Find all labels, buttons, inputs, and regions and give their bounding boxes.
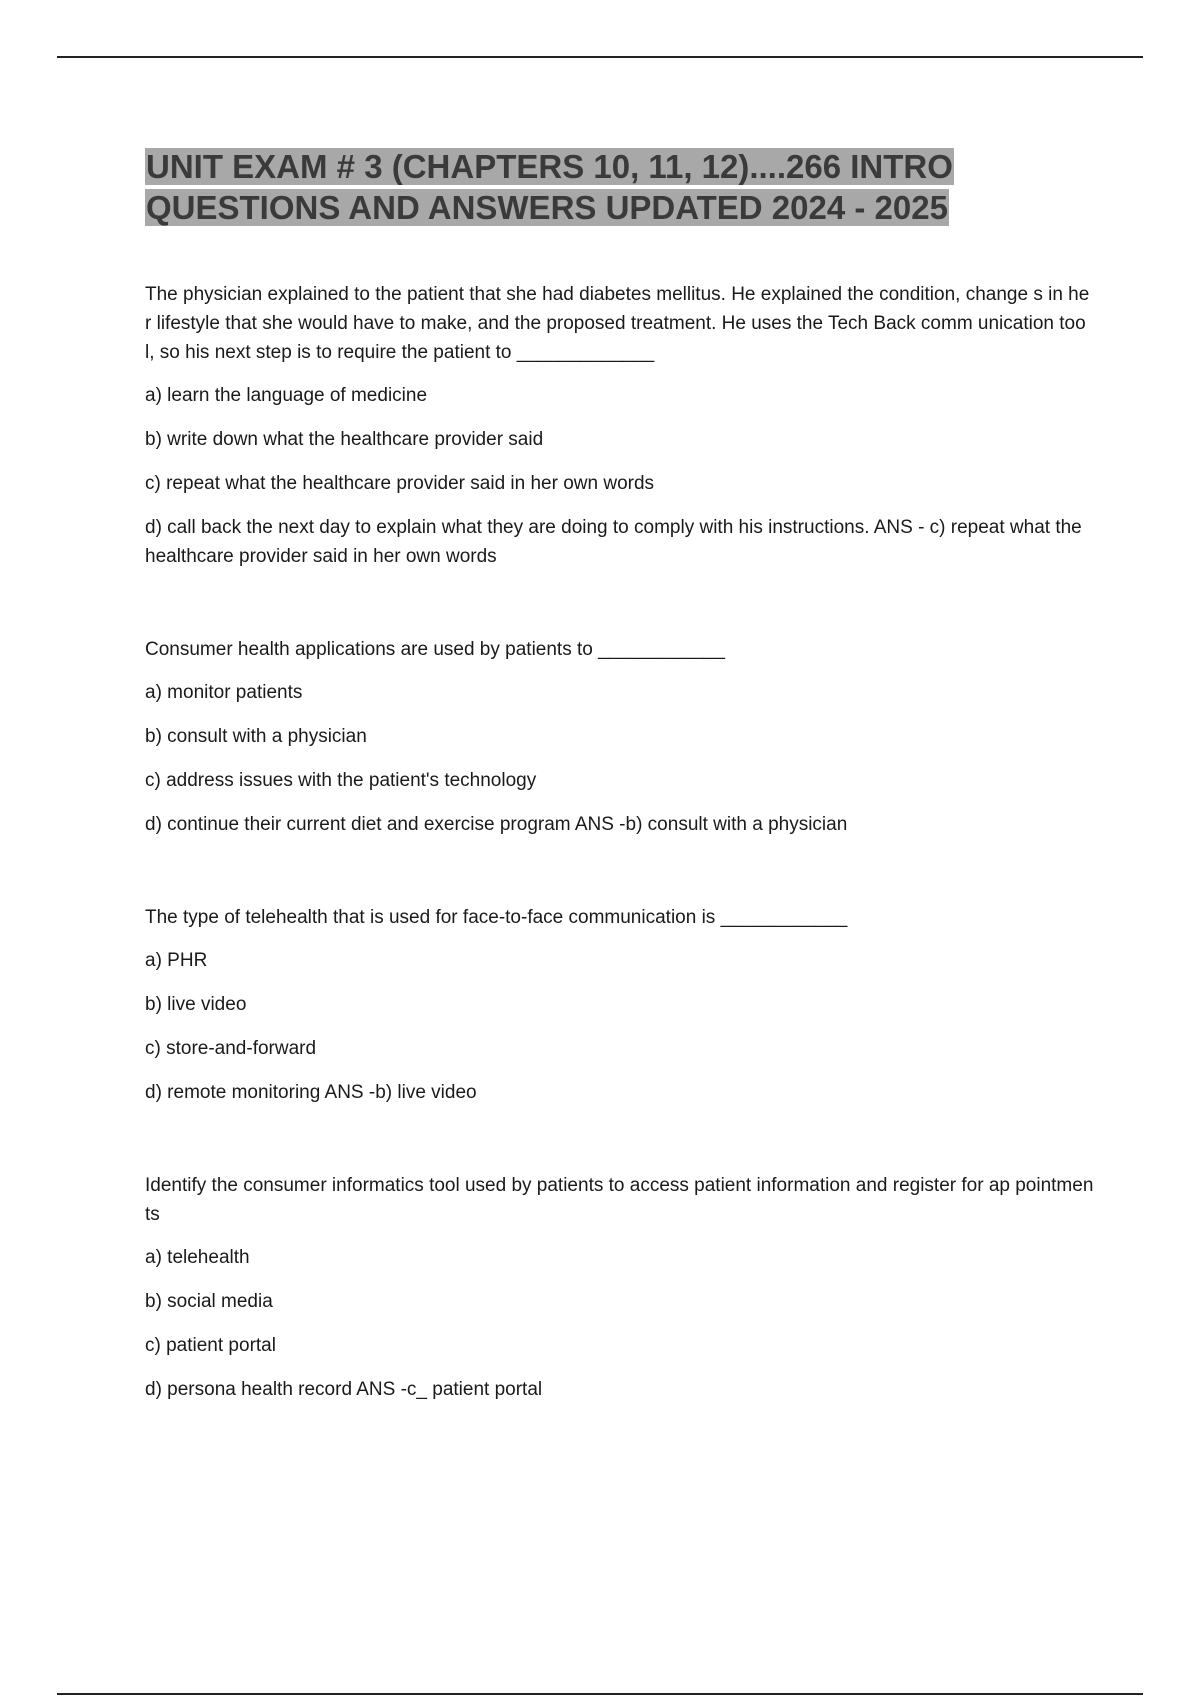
option-c: c) patient portal	[145, 1335, 276, 1356]
option-a: a) PHR	[145, 950, 208, 971]
document-body	[145, 146, 1095, 1404]
option-c: c) store-and-forward	[145, 1038, 317, 1059]
option-b: b) write down what the healthcare provider said	[145, 429, 544, 450]
question-4	[145, 1171, 1095, 1404]
title-line-1: UNIT EXAM # 3 (CHAPTERS 10, 11, 12)....266 INTRO	[146, 148, 953, 185]
option-d-with-answer: d) remote monitoring ANS -b) live video	[145, 1082, 477, 1103]
option-b: b) consult with a physician	[145, 726, 367, 747]
question-3	[145, 903, 1095, 1107]
question-2	[145, 635, 1095, 839]
option-b: b) live video	[145, 994, 247, 1015]
option-c: c) address issues with the patient's technology	[145, 770, 537, 791]
top-rule	[57, 56, 1143, 58]
option-c: c) repeat what the healthcare provider said in her own words	[145, 473, 655, 494]
option-a: a) telehealth	[145, 1247, 250, 1268]
question-stem: Identify the consumer informatics tool used by patients to access patient information and register for ap pointments	[145, 1175, 1094, 1225]
option-d-with-answer: d) persona health record ANS -c_ patient portal	[145, 1379, 543, 1400]
question-stem: The type of telehealth that is used for face-to-face communication is ____________	[145, 907, 848, 928]
option-d-with-answer: d) call back the next day to explain what they are doing to comply with his instructions. ANS - c) repeat what the healthcare provider said in her own words	[145, 517, 1082, 567]
question-1	[145, 280, 1095, 571]
question-stem: Consumer health applications are used by patients to ____________	[145, 639, 725, 660]
option-a: a) monitor patients	[145, 682, 303, 703]
option-b: b) social media	[145, 1291, 273, 1312]
option-d-with-answer: d) continue their current diet and exercise program ANS -b) consult with a physician	[145, 814, 848, 835]
bottom-rule	[57, 1693, 1143, 1695]
title-line-2: QUESTIONS AND ANSWERS UPDATED 2024 - 2025	[146, 189, 948, 226]
option-a: a) learn the language of medicine	[145, 385, 428, 406]
question-stem: The physician explained to the patient that she had diabetes mellitus. He explained the condition, change s in her lifestyle that she would have to make, and the proposed treatment. He uses the Tech Back comm unication tool, so his next step is to require the patient to _____________	[145, 284, 1090, 363]
document-title	[145, 146, 1095, 228]
